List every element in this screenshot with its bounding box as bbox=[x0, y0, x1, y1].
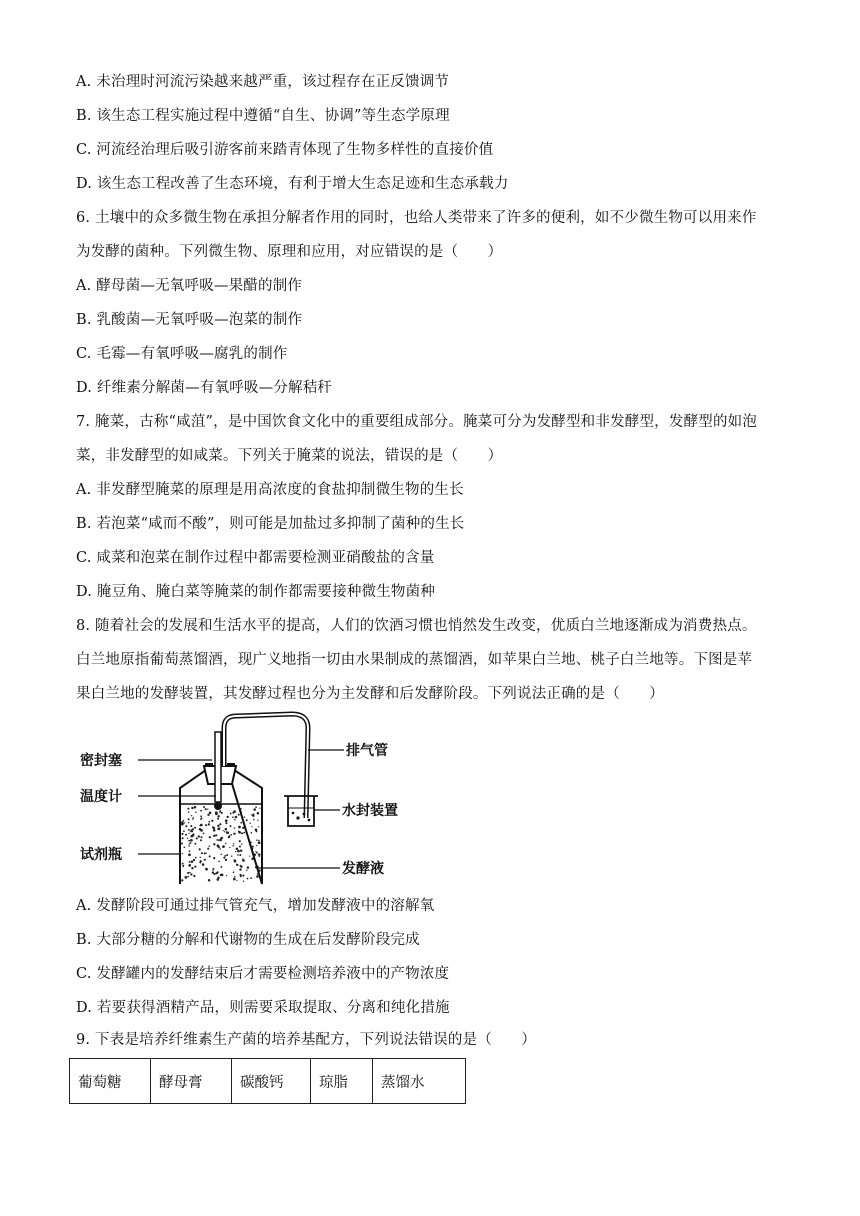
liquid-dot bbox=[188, 840, 190, 842]
thermometer-bulb-shape bbox=[214, 802, 222, 810]
liquid-dot bbox=[233, 878, 236, 881]
liquid-dot bbox=[183, 866, 184, 867]
table-cell: 碳酸钙 bbox=[232, 1059, 311, 1104]
liquid-dot bbox=[232, 816, 234, 818]
liquid-dot bbox=[188, 833, 189, 834]
liquid-dot bbox=[256, 875, 259, 878]
liquid-dot bbox=[187, 872, 189, 874]
liquid-dot bbox=[187, 876, 189, 878]
fermentation-liquid-dots bbox=[181, 806, 261, 882]
liquid-dot bbox=[205, 868, 208, 871]
liquid-dot bbox=[181, 823, 184, 826]
liquid-dot bbox=[226, 828, 227, 829]
liquid-dot bbox=[205, 824, 207, 826]
liquid-dot bbox=[188, 853, 191, 856]
liquid-dot bbox=[256, 845, 257, 846]
liquid-dot bbox=[188, 864, 191, 867]
liquid-dot bbox=[237, 854, 239, 856]
liquid-dot bbox=[226, 875, 227, 876]
q6-option-c: C. 毛霉—有氧呼吸—腐乳的制作 bbox=[76, 346, 288, 362]
liquid-dot bbox=[215, 834, 217, 836]
liquid-dot bbox=[226, 831, 229, 834]
liquid-dot bbox=[200, 839, 202, 841]
liquid-dot bbox=[221, 874, 224, 877]
liquid-dot bbox=[181, 833, 183, 835]
liquid-dot bbox=[189, 850, 191, 852]
liquid-dot bbox=[188, 811, 190, 813]
liquid-dot bbox=[182, 863, 184, 865]
liquid-dot bbox=[258, 840, 260, 842]
liquid-dot bbox=[192, 819, 193, 820]
liquid-dot bbox=[191, 867, 193, 869]
liquid-dot bbox=[253, 819, 255, 821]
liquid-dot bbox=[258, 826, 259, 827]
q8-option-a: A. 发酵阶段可通过排气管充气，增加发酵液中的溶解氧 bbox=[76, 898, 435, 914]
liquid-dot bbox=[207, 848, 209, 850]
q5-option-a: A. 未治理时河流污染越来越严重，该过程存在正反馈调节 bbox=[76, 74, 450, 90]
liquid-dot bbox=[188, 845, 190, 847]
liquid-dot bbox=[200, 829, 203, 832]
label-sealing-stopper: 密封塞 bbox=[80, 753, 122, 769]
liquid-dot bbox=[252, 846, 254, 848]
liquid-dot bbox=[185, 825, 187, 827]
liquid-dot bbox=[190, 825, 192, 827]
liquid-dot bbox=[220, 866, 222, 868]
liquid-dot bbox=[189, 843, 190, 844]
liquid-dot bbox=[194, 827, 196, 829]
liquid-dot bbox=[229, 835, 230, 836]
liquid-dot bbox=[207, 808, 208, 809]
liquid-dot bbox=[213, 857, 215, 859]
liquid-dot bbox=[234, 819, 236, 821]
q7-stem-line-2: 菜，非发酵型的如咸菜。下列关于腌菜的说法，错误的是（ ） bbox=[76, 448, 503, 464]
liquid-dot bbox=[233, 833, 235, 835]
liquid-dot bbox=[200, 836, 202, 838]
q5-option-d: D. 该生态工程改善了生态环境，有利于增大生态足迹和生态承载力 bbox=[76, 176, 509, 192]
q7-option-a: A. 非发酵型腌菜的原理是用高浓度的食盐抑制微生物的生长 bbox=[76, 482, 464, 498]
liquid-dot bbox=[259, 856, 260, 857]
liquid-dot bbox=[230, 825, 232, 827]
liquid-dot bbox=[236, 864, 238, 866]
liquid-dot bbox=[219, 811, 220, 812]
liquid-dot bbox=[230, 813, 232, 815]
q8-option-c: C. 发酵罐内的发酵结束后才需要检测培养液中的产物浓度 bbox=[76, 966, 450, 982]
label-thermometer: 温度计 bbox=[80, 789, 122, 805]
liquid-dot bbox=[195, 857, 197, 859]
liquid-dot bbox=[191, 807, 193, 809]
liquid-dot bbox=[253, 808, 256, 811]
liquid-dot bbox=[243, 832, 245, 834]
liquid-dot bbox=[208, 823, 210, 825]
liquid-dot bbox=[183, 822, 185, 824]
liquid-dot bbox=[238, 814, 240, 816]
liquid-dot bbox=[223, 857, 225, 859]
liquid-dot bbox=[190, 842, 192, 844]
liquid-dot bbox=[220, 848, 221, 849]
liquid-dot bbox=[181, 843, 183, 845]
liquid-dot bbox=[238, 826, 241, 829]
liquid-dot bbox=[241, 843, 243, 845]
q7-option-d: D. 腌豆角、腌白菜等腌菜的制作都需要接种微生物菌种 bbox=[76, 584, 436, 600]
liquid-dot bbox=[251, 832, 253, 834]
liquid-dot bbox=[246, 869, 247, 870]
liquid-dot bbox=[236, 848, 239, 851]
liquid-dot bbox=[194, 866, 196, 868]
liquid-dot bbox=[189, 861, 191, 863]
liquid-dot bbox=[220, 854, 221, 855]
liquid-dot bbox=[191, 860, 194, 863]
liquid-dot bbox=[193, 833, 195, 835]
liquid-dot bbox=[213, 835, 215, 837]
q6-option-b: B. 乳酸菌—无氧呼吸—泡菜的制作 bbox=[76, 312, 303, 328]
liquid-dot bbox=[235, 851, 236, 852]
liquid-dot bbox=[242, 859, 245, 862]
liquid-dot bbox=[258, 841, 261, 844]
liquid-dot bbox=[233, 810, 236, 813]
liquid-dot bbox=[239, 845, 241, 847]
liquid-dot bbox=[236, 880, 237, 881]
liquid-dot bbox=[194, 843, 196, 845]
liquid-dot bbox=[199, 836, 200, 837]
liquid-dot bbox=[251, 826, 252, 827]
liquid-dot bbox=[201, 817, 203, 819]
liquid-dot bbox=[257, 812, 260, 815]
liquid-dot bbox=[247, 878, 249, 880]
liquid-dot bbox=[208, 821, 210, 823]
liquid-dot bbox=[226, 854, 228, 856]
liquid-dot bbox=[225, 819, 228, 822]
liquid-dot bbox=[234, 876, 236, 878]
q5-option-c: C. 河流经治理后吸引游客前来踏青体现了生物多样性的直接价值 bbox=[76, 142, 494, 158]
liquid-dot bbox=[209, 812, 212, 815]
liquid-dot bbox=[220, 839, 222, 841]
liquid-dot bbox=[249, 855, 250, 856]
medium-formula-table bbox=[69, 1058, 466, 1104]
liquid-dot bbox=[233, 871, 235, 873]
liquid-dot bbox=[247, 866, 249, 868]
liquid-dot bbox=[225, 859, 227, 861]
liquid-dot bbox=[259, 807, 260, 808]
q8-stem-line-3: 果白兰地的发酵装置，其发酵过程也分为主发酵和后发酵阶段。下列说法正确的是（ ） bbox=[76, 686, 664, 702]
liquid-dot bbox=[240, 866, 242, 868]
table-row bbox=[70, 1059, 466, 1104]
liquid-dot bbox=[234, 827, 235, 828]
liquid-dot bbox=[194, 806, 197, 809]
liquid-dot bbox=[233, 843, 234, 844]
liquid-dot bbox=[217, 815, 219, 817]
liquid-dot bbox=[256, 839, 257, 840]
liquid-dot bbox=[221, 837, 223, 839]
liquid-dot bbox=[182, 853, 183, 854]
liquid-dot bbox=[192, 817, 194, 819]
liquid-dot bbox=[190, 839, 193, 842]
liquid-dot bbox=[212, 826, 214, 828]
liquid-dot bbox=[182, 837, 184, 839]
liquid-dot bbox=[219, 827, 220, 828]
table-cell: 酵母膏 bbox=[151, 1059, 232, 1104]
liquid-dot bbox=[237, 850, 240, 853]
q6-option-d: D. 纤维素分解菌—有氧呼吸—分解秸秆 bbox=[76, 380, 333, 396]
liquid-dot bbox=[187, 838, 188, 839]
label-water-seal: 水封装置 bbox=[342, 803, 398, 819]
liquid-dot bbox=[235, 816, 238, 819]
liquid-dot bbox=[211, 820, 213, 822]
liquid-dot bbox=[185, 834, 187, 836]
liquid-dot bbox=[240, 849, 242, 851]
liquid-dot bbox=[185, 876, 188, 879]
liquid-dot bbox=[219, 823, 221, 825]
liquid-dot bbox=[215, 811, 218, 814]
liquid-dot bbox=[244, 816, 245, 817]
q8-stem-line-1: 8. 随着社会的发展和生活水平的提高，人们的饮酒习惯也悄然发生改变，优质白兰地逐渐成为消费热点。 bbox=[76, 618, 757, 634]
liquid-dot bbox=[188, 818, 190, 820]
q5-option-b: B. 该生态工程实施过程中遵循“自生、协调”等生态学原理 bbox=[76, 108, 450, 124]
liquid-dot bbox=[239, 840, 241, 842]
liquid-dot bbox=[225, 843, 226, 844]
liquid-dot bbox=[213, 829, 216, 832]
liquid-dot bbox=[249, 823, 250, 824]
q6-stem-line-1: 6. 土壤中的众多微生物在承担分解者作用的同时，也给人类带来了许多的便利，如不少微生物可以用来作 bbox=[76, 210, 757, 226]
liquid-dot bbox=[212, 871, 214, 873]
liquid-dot bbox=[203, 833, 205, 835]
liquid-dot bbox=[188, 829, 190, 831]
liquid-dot bbox=[199, 825, 201, 827]
liquid-dot bbox=[193, 875, 195, 877]
liquid-dot bbox=[223, 830, 224, 831]
q7-stem-line-1: 7. 腌菜，古称“咸菹”，是中国饮食文化中的重要组成部分。腌菜可分为发酵型和非发酵型，发酵型的如泡 bbox=[76, 414, 758, 430]
liquid-dot bbox=[257, 820, 258, 821]
liquid-dot bbox=[258, 853, 261, 856]
liquid-dot bbox=[204, 859, 206, 861]
liquid-dot bbox=[190, 873, 192, 875]
liquid-dot bbox=[246, 820, 248, 822]
liquid-dot bbox=[196, 837, 198, 839]
liquid-dot bbox=[217, 871, 218, 872]
liquid-dot bbox=[241, 832, 243, 834]
liquid-dot bbox=[209, 845, 211, 847]
liquid-dot bbox=[231, 855, 233, 857]
liquid-dot bbox=[255, 851, 256, 852]
liquid-dot bbox=[255, 806, 257, 808]
liquid-dot bbox=[252, 815, 254, 817]
liquid-dot bbox=[217, 877, 219, 879]
label-reagent-bottle: 试剂瓶 bbox=[80, 847, 122, 863]
table-cell: 琼脂 bbox=[311, 1059, 373, 1104]
liquid-dot bbox=[200, 815, 202, 817]
liquid-dot bbox=[217, 825, 219, 827]
liquid-dot bbox=[183, 846, 185, 848]
liquid-dot bbox=[240, 822, 242, 824]
liquid-dot bbox=[183, 820, 185, 822]
label-fermentation-liquid: 发酵液 bbox=[342, 861, 384, 877]
liquid-dot bbox=[229, 847, 230, 848]
liquid-dot bbox=[192, 828, 194, 830]
water-seal-cup-shape bbox=[284, 796, 318, 826]
liquid-dot bbox=[238, 830, 239, 831]
liquid-dot bbox=[239, 874, 241, 876]
liquid-dot bbox=[218, 839, 220, 841]
liquid-dot bbox=[204, 852, 206, 854]
q7-option-b: B. 若泡菜“咸而不酸”，则可能是加盐过多抑制了菌种的生长 bbox=[76, 516, 465, 532]
liquid-dot bbox=[189, 872, 191, 874]
liquid-dot bbox=[217, 818, 219, 820]
q8-option-d: D. 若要获得酒精产品，则需要采取提取、分离和纯化措施 bbox=[76, 1000, 450, 1016]
liquid-dot bbox=[239, 868, 241, 870]
q7-option-c: C. 咸菜和泡菜在制作过程中都需要检测亚硝酸盐的含量 bbox=[76, 550, 435, 566]
liquid-dot bbox=[213, 843, 215, 845]
liquid-dot bbox=[181, 879, 183, 881]
fermentation-apparatus-diagram bbox=[76, 708, 416, 892]
liquid-dot bbox=[200, 810, 202, 812]
thermometer-shape bbox=[215, 732, 221, 802]
liquid-dot bbox=[255, 828, 258, 831]
liquid-dot bbox=[224, 831, 225, 832]
liquid-dot bbox=[218, 861, 220, 863]
liquid-dot bbox=[206, 853, 207, 854]
liquid-dot bbox=[239, 854, 241, 856]
liquid-dot bbox=[242, 875, 244, 877]
liquid-dot bbox=[230, 834, 232, 836]
q6-stem-line-2: 为发酵的菌种。下列微生物、原理和应用，对应错误的是（ ） bbox=[76, 244, 503, 260]
liquid-dot bbox=[188, 822, 189, 823]
q8-stem-line-2: 白兰地原指葡萄蒸馏酒，现广义地指一切由水果制成的蒸馏酒，如苹果白兰地、桃子白兰地等。下图是苹 bbox=[76, 652, 753, 668]
q8-option-b: B. 大部分糖的分解和代谢物的生成在后发酵阶段完成 bbox=[76, 932, 420, 948]
liquid-dot bbox=[224, 855, 226, 857]
liquid-dot bbox=[232, 845, 234, 847]
liquid-dot bbox=[250, 877, 252, 879]
liquid-dot bbox=[243, 881, 244, 882]
liquid-dot bbox=[191, 815, 192, 816]
q9-stem: 9. 下表是培养纤维素生产菌的培养基配方，下列说法错误的是（ ） bbox=[76, 1032, 537, 1048]
table-cell: 葡萄糖 bbox=[70, 1059, 151, 1104]
liquid-dot bbox=[207, 814, 209, 816]
liquid-dot bbox=[193, 859, 195, 861]
liquid-dot bbox=[200, 860, 202, 862]
liquid-dot bbox=[225, 822, 227, 824]
liquid-dot bbox=[195, 812, 196, 813]
liquid-dot bbox=[202, 863, 205, 866]
liquid-dot bbox=[187, 808, 189, 810]
liquid-dot bbox=[222, 845, 225, 848]
liquid-dot bbox=[209, 855, 211, 857]
liquid-dot bbox=[209, 836, 211, 838]
liquid-dot bbox=[205, 808, 207, 810]
liquid-dot bbox=[213, 868, 215, 870]
liquid-dot bbox=[221, 812, 223, 814]
liquid-dot bbox=[200, 857, 201, 858]
liquid-dot bbox=[199, 848, 201, 850]
liquid-dot bbox=[208, 879, 211, 882]
liquid-dot bbox=[218, 846, 220, 848]
table-cell: 蒸馏水 bbox=[373, 1059, 466, 1104]
liquid-dot bbox=[234, 860, 237, 863]
q6-option-a: A. 酵母菌—无氧呼吸—果醋的制作 bbox=[76, 278, 303, 294]
liquid-dot bbox=[203, 806, 205, 808]
label-exhaust-tube: 排气管 bbox=[346, 743, 388, 759]
liquid-dot bbox=[227, 816, 229, 818]
liquid-dot bbox=[183, 830, 185, 832]
liquid-dot bbox=[201, 853, 202, 854]
